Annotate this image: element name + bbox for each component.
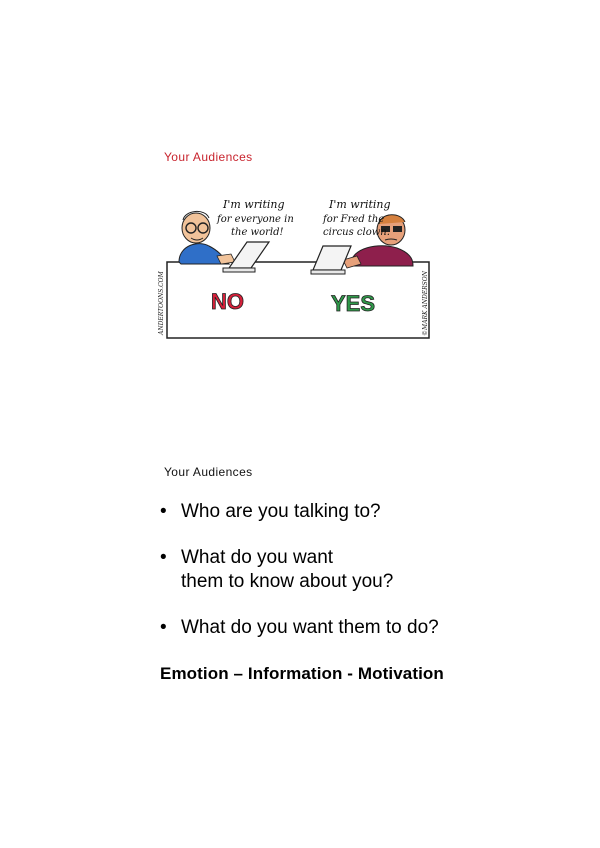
slide1-title: Your Audiences	[164, 150, 253, 164]
slide2-title: Your Audiences	[164, 465, 253, 479]
right-laptop	[311, 246, 351, 274]
svg-text:for Fred the: for Fred the	[323, 214, 385, 225]
svg-text:I'm writing: I'm writing	[329, 198, 391, 211]
no-label: NO	[211, 289, 244, 314]
bullet-symbol: •	[160, 501, 167, 522]
bullet-item	[160, 546, 580, 594]
bullet-text: What do you want them to know about you?	[181, 547, 394, 592]
left-speech	[216, 198, 294, 238]
svg-text:for everyone in: for everyone in	[217, 214, 294, 225]
svg-text:the world!: the world!	[231, 227, 284, 238]
desk-shape	[167, 262, 429, 338]
svg-text:I'm writing: I'm writing	[223, 198, 285, 211]
bullet-symbol: •	[160, 547, 167, 568]
bullet-symbol: •	[160, 617, 167, 638]
bullet-item	[160, 500, 580, 524]
tagline: Emotion – Information - Motivation	[160, 664, 444, 683]
right-side-credit: ©MARK ANDERSON	[422, 271, 429, 336]
bullet-text: Who are you talking to?	[181, 501, 381, 522]
bullet-list	[160, 500, 580, 640]
yes-label: YES	[331, 291, 376, 316]
cartoon-illustration	[151, 190, 433, 342]
bullet-item	[160, 616, 580, 640]
left-side-credit: ANDERTOONS.COM	[158, 271, 165, 335]
bullet-text: What do you want them to do?	[181, 617, 439, 638]
right-speech	[322, 198, 391, 238]
svg-text:circus clown.: circus clown.	[323, 227, 390, 238]
